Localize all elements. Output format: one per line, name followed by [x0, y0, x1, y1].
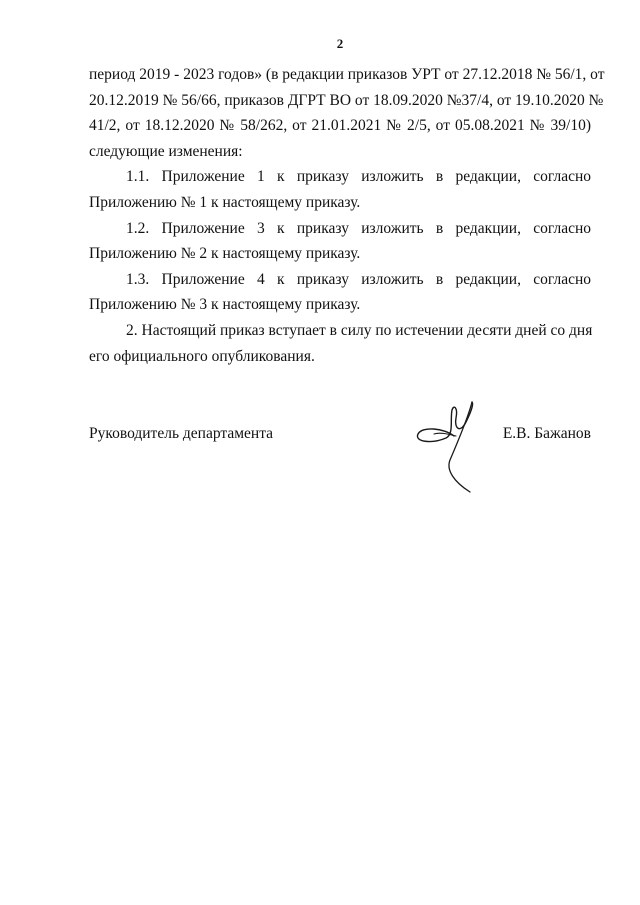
text-line: его официального опубликования. — [89, 347, 315, 365]
paragraph-item-1-3 — [89, 267, 591, 318]
text-line: 1.2. Приложение 3 к приказу изложить в редакции, согласно — [126, 219, 591, 237]
text-line: 1.3. Приложение 4 к приказу изложить в редакции, согласно — [126, 270, 591, 288]
paragraph-intro — [89, 62, 605, 164]
page-number: 2 — [336, 36, 344, 51]
paragraph-item-1-2 — [89, 216, 591, 267]
text-line: 1.1. Приложение 1 к приказу изложить в редакции, согласно — [126, 168, 591, 186]
document-body — [89, 62, 605, 369]
text-line: 2. Настоящий приказ вступает в силу по истечении десяти дней со дня — [126, 321, 593, 339]
paragraph-item-1-1 — [89, 164, 591, 215]
signer-name: Е.В. Бажанов — [502, 425, 591, 442]
text-line: следующие изменения: — [89, 142, 243, 160]
text-line: Приложению № 2 к настоящему приказу. — [89, 245, 361, 263]
text-line: 20.12.2019 № 56/66, приказов ДГРТ ВО от 18.09.2020 №37/4, от 19.10.2020 № — [89, 91, 604, 109]
text-line: Приложению № 3 к настоящему приказу. — [89, 296, 361, 314]
text-line: 41/2, от 18.12.2020 № 58/262, от 21.01.2021 № 2/5, от 05.08.2021 № 39/10) — [89, 117, 591, 135]
handwritten-signature-icon — [414, 398, 494, 498]
signer-title: Руководитель департамента — [89, 425, 274, 442]
text-line: Приложению № 1 к настоящему приказу. — [89, 193, 361, 211]
text-line: период 2019 - 2023 годов» (в редакции приказов УРТ от 27.12.2018 № 56/1, от — [89, 66, 605, 83]
signature-block — [89, 425, 591, 449]
paragraph-item-2 — [89, 318, 591, 369]
